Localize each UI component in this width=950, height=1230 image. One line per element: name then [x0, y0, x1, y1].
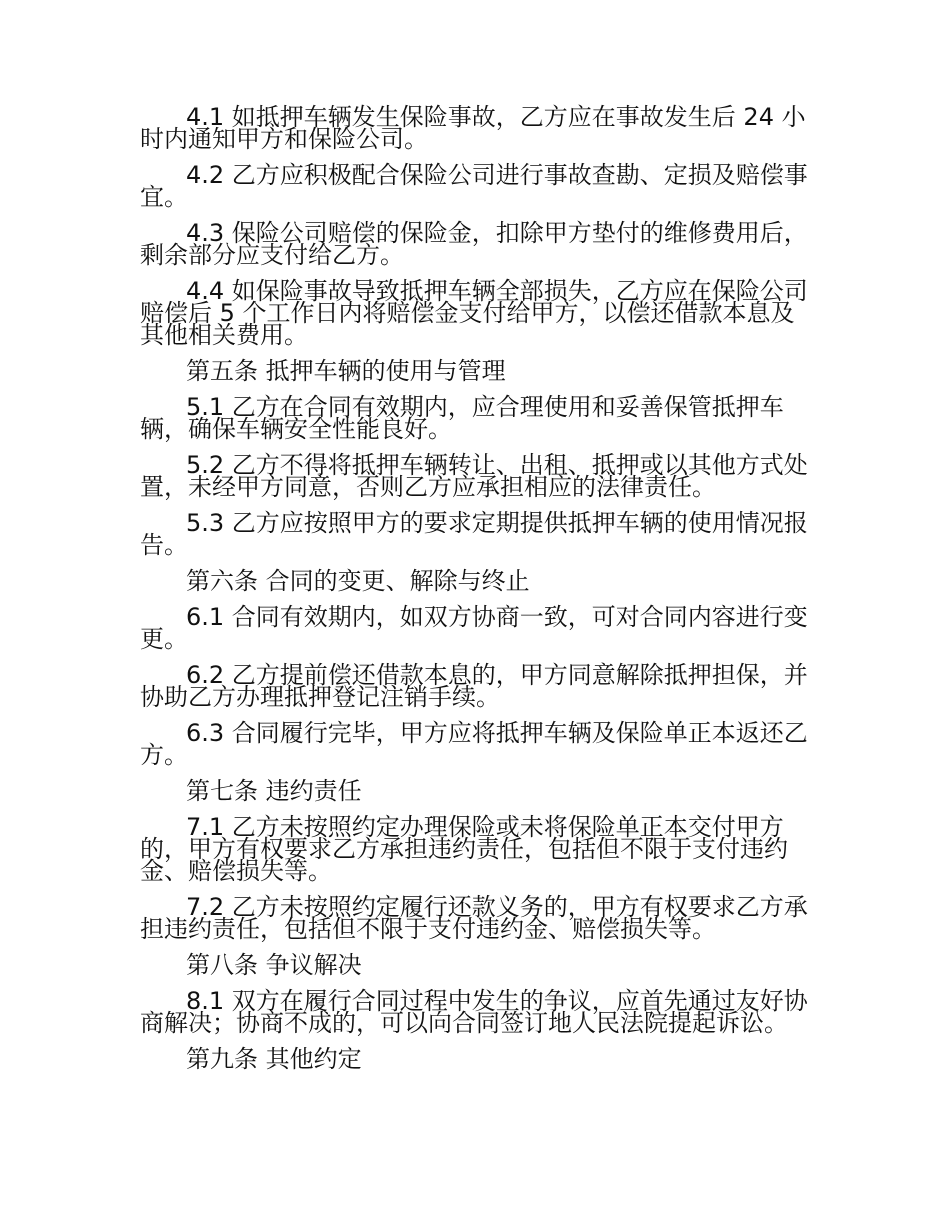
clause-4-1: 4.1 如抵押车辆发生保险事故，乙方应在事故发生后 24 小时内通知甲方和保险公司。 — [140, 103, 806, 153]
article-5-heading: 第五条 抵押车辆的使用与管理 — [186, 357, 506, 385]
clause-7-1: 7.1 乙方未按照约定办理保险或未将保险单正本交付甲方的，甲方有权要求乙方承担违约责任，包括但不限于支付违约金、赔偿损失等。 — [140, 813, 788, 885]
clause-4-3: 4.3 保险公司赔偿的保险金，扣除甲方垫付的维修费用后，剩余部分应支付给乙方。 — [140, 219, 808, 269]
clause-7-2: 7.2 乙方未按照约定履行还款义务的，甲方有权要求乙方承担违约责任，包括但不限于支付违约金、赔偿损失等。 — [140, 893, 808, 943]
article-9-heading: 第九条 其他约定 — [186, 1045, 362, 1073]
clause-8-1: 8.1 双方在履行合同过程中发生的争议，应首先通过友好协商解决；协商不成的，可以向合同签订地人民法院提起诉讼。 — [140, 987, 808, 1037]
document-body — [140, 103, 812, 1084]
article-8-heading: 第八条 争议解决 — [186, 951, 362, 979]
clause-5-3: 5.3 乙方应按照甲方的要求定期提供抵押车辆的使用情况报告。 — [140, 509, 808, 559]
clause-6-1: 6.1 合同有效期内，如双方协商一致，可对合同内容进行变更。 — [140, 603, 808, 653]
clause-4-4: 4.4 如保险事故导致抵押车辆全部损失，乙方应在保险公司赔偿后 5 个工作日内将赔偿金支付给甲方，以偿还借款本息及其他相关费用。 — [140, 277, 808, 349]
article-7-heading: 第七条 违约责任 — [186, 777, 362, 805]
clause-5-2: 5.2 乙方不得将抵押车辆转让、出租、抵押或以其他方式处置，未经甲方同意，否则乙方应承担相应的法律责任。 — [140, 451, 808, 501]
clause-6-2: 6.2 乙方提前偿还借款本息的，甲方同意解除抵押担保，并协助乙方办理抵押登记注销手续。 — [140, 661, 808, 711]
clause-4-2: 4.2 乙方应积极配合保险公司进行事故查勘、定损及赔偿事宜。 — [140, 161, 808, 211]
clause-5-1: 5.1 乙方在合同有效期内，应合理使用和妥善保管抵押车辆，确保车辆安全性能良好。 — [140, 393, 784, 443]
article-6-heading: 第六条 合同的变更、解除与终止 — [186, 567, 530, 595]
clause-6-3: 6.3 合同履行完毕，甲方应将抵押车辆及保险单正本返还乙方。 — [140, 719, 808, 769]
